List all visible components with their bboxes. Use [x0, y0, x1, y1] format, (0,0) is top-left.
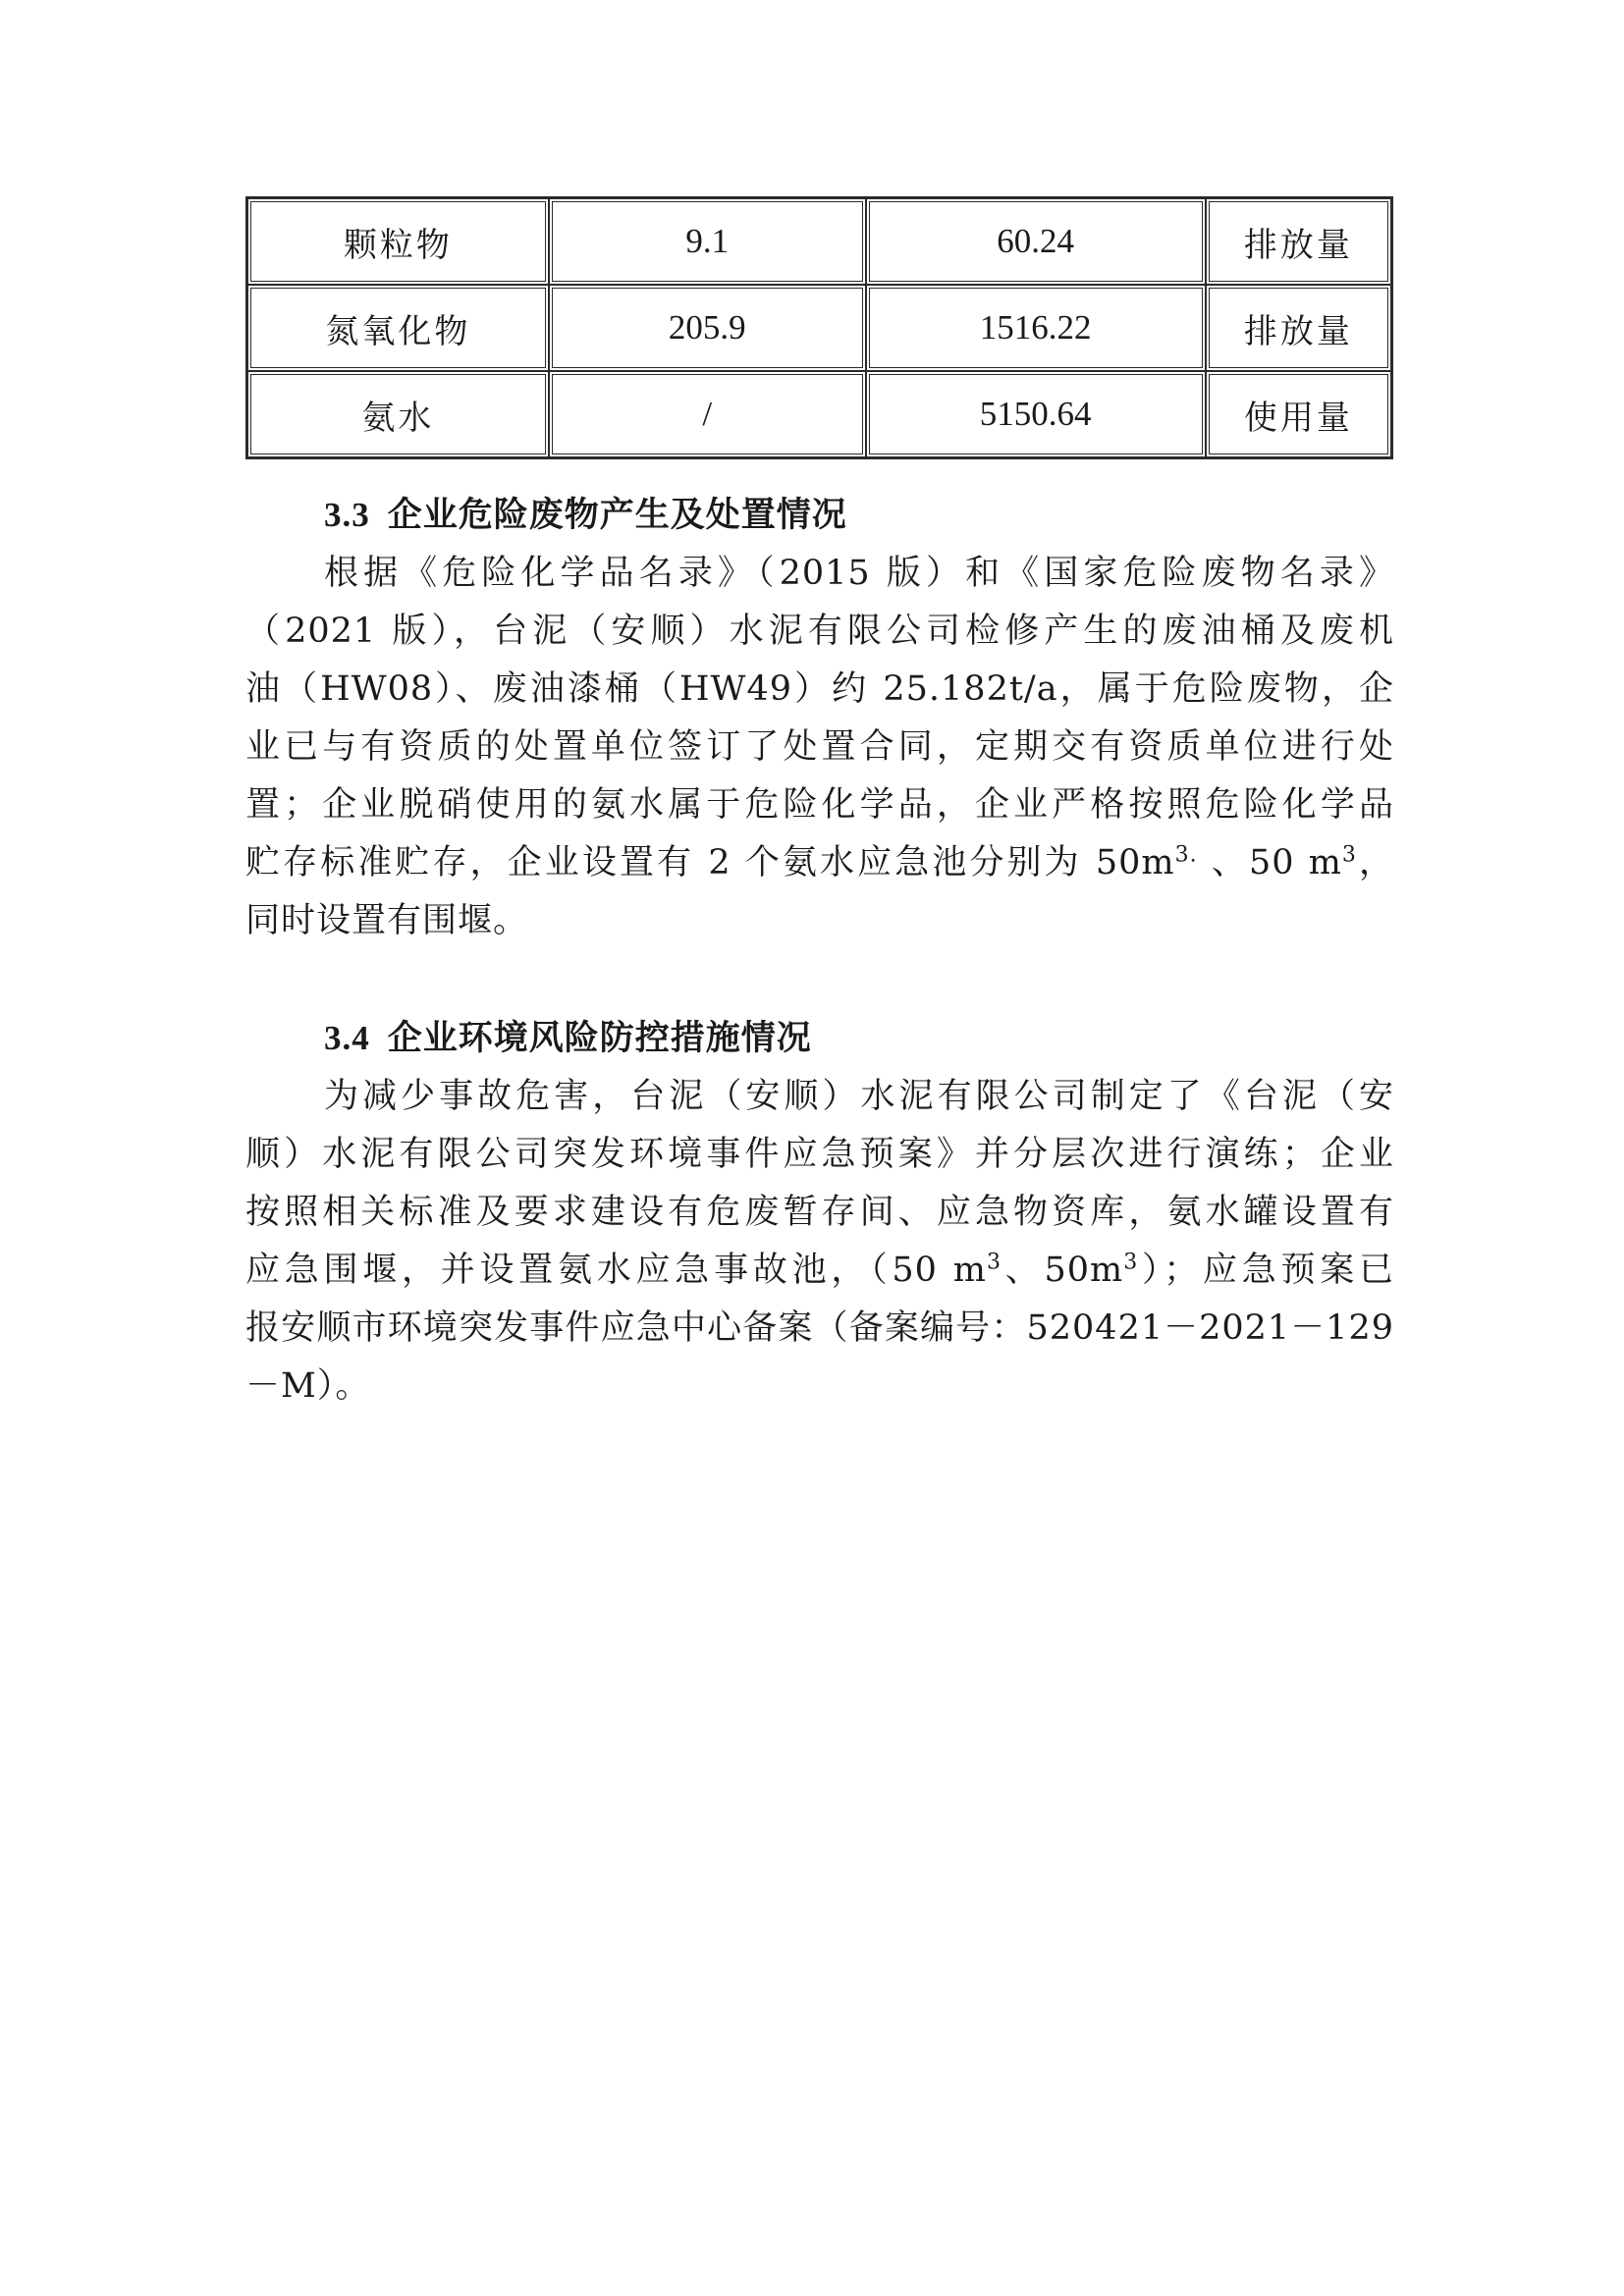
- paragraph-line: 同时设置有围堰。: [245, 901, 529, 940]
- paragraph-line: －M）。: [245, 1366, 371, 1406]
- text-fragment: 应急围堰，并设置氨水应急事故池，（50 m: [245, 1251, 987, 1290]
- table-row: [247, 371, 1391, 457]
- paragraph-line: （2021 版），台泥（安顺）水泥有限公司检修产生的废油桶及废机: [245, 612, 1394, 651]
- text-fragment: 贮存标准贮存，企业设置有 2 个氨水应急池分别为 50m: [245, 843, 1175, 882]
- text-fragment: 、50 m: [1197, 843, 1342, 882]
- paragraph-line: [245, 834, 1394, 892]
- table-cell-value: 9.1: [549, 198, 866, 285]
- table-cell-value: 60.24: [866, 198, 1206, 285]
- superscript: 3: [1341, 842, 1357, 868]
- table-cell-name: 氨水: [247, 371, 549, 457]
- paragraph-line: [245, 1242, 1394, 1300]
- table-cell-name: 氮氧化物: [247, 285, 549, 371]
- text-fragment: ，: [1356, 843, 1394, 882]
- table-cell-name: 颗粒物: [247, 198, 549, 285]
- table-cell-value: 1516.22: [866, 285, 1206, 371]
- paragraph-risk-control: [245, 1068, 1394, 1415]
- table-cell-type: 排放量: [1206, 285, 1391, 371]
- paragraph-line: 为减少事故危害，台泥（安顺）水泥有限公司制定了《台泥（安: [324, 1077, 1394, 1116]
- paragraph-hazardous-waste: [245, 545, 1394, 950]
- table-row: [247, 285, 1391, 371]
- section-heading: [324, 1011, 812, 1060]
- paragraph-line: 油（HW08）、废油漆桶（HW49）约 25.182t/a，属于危险废物，企: [245, 669, 1394, 709]
- section-title: 企业环境风险防控措施情况: [387, 1018, 812, 1058]
- table-cell-value: 205.9: [549, 285, 866, 371]
- paragraph-line: 报安顺市环境突发事件应急中心备案（备案编号：520421－2021－129: [245, 1308, 1394, 1348]
- section-number: 3.3: [324, 496, 370, 534]
- table-cell-value: /: [549, 371, 866, 457]
- paragraph-line: 顺）水泥有限公司突发环境事件应急预案》并分层次进行演练；企业: [245, 1135, 1394, 1174]
- superscript: 3: [1123, 1250, 1139, 1275]
- table-cell-type: 使用量: [1206, 371, 1391, 457]
- paragraph-line: 业已与有资质的处置单位签订了处置合同，定期交有资质单位进行处: [245, 727, 1394, 767]
- paragraph-line: 根据《危险化学品名录》（2015 版）和《国家危险废物名录》: [324, 554, 1394, 593]
- section-heading: [324, 488, 847, 537]
- paragraph-line: 按照相关标准及要求建设有危废暂存间、应急物资库，氨水罐设置有: [245, 1193, 1394, 1232]
- superscript: 3.: [1174, 842, 1198, 868]
- paragraph-line: 置；企业脱硝使用的氨水属于危险化学品，企业严格按照危险化学品: [245, 785, 1394, 825]
- emissions-table: [245, 196, 1393, 459]
- section-number: 3.4: [324, 1019, 370, 1057]
- section-title: 企业危险废物产生及处置情况: [387, 495, 847, 535]
- table-row: [247, 198, 1391, 285]
- superscript: 3: [986, 1250, 1001, 1275]
- table-cell-type: 排放量: [1206, 198, 1391, 285]
- text-fragment: 、50m: [1001, 1251, 1124, 1290]
- text-fragment: ）；应急预案已: [1138, 1251, 1394, 1290]
- table-cell-value: 5150.64: [866, 371, 1206, 457]
